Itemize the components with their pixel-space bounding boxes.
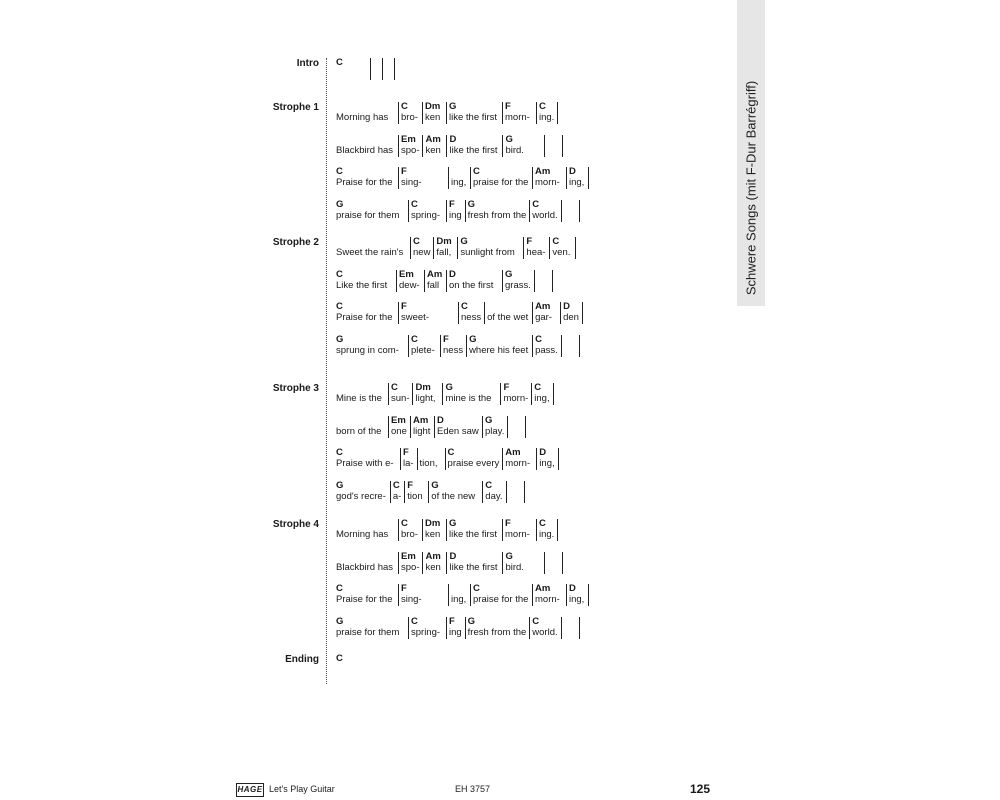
measure [465,617,531,639]
chord-symbol: C [413,236,420,247]
measure [502,270,535,292]
lyric-syllable: light, [415,393,436,404]
chord-symbol: C [461,301,468,312]
measure [336,135,398,157]
bar-line [562,552,563,574]
lyric-syllable: Praise for the [336,177,393,188]
chapter-tab-label: Schwere Songs (mit F-Dur Barrégriff) [743,80,759,296]
lyric-syllable: la- [403,458,414,469]
measure [404,481,429,503]
measure [446,135,503,157]
bar-line [553,383,554,405]
measure [465,200,531,222]
lyric-syllable: Praise for the [336,594,393,605]
chord-symbol: F [443,333,449,345]
measure [536,448,558,470]
lyric-syllable: like the first [449,561,498,573]
lyric-syllable: fall [427,279,440,291]
lyric-syllable: gar- [535,312,552,323]
chord-symbol: G [505,268,513,280]
chord-symbol: C [473,166,480,177]
chord-symbol: C [391,382,398,393]
lyric-syllable: tion, [419,458,438,469]
lyric-syllable: ven. [552,247,571,258]
chord-symbol: Am [505,447,521,458]
lyric-syllable: ing [449,209,462,221]
chord-symbol: G [467,615,476,627]
lyric-syllable: sing- [401,177,422,188]
chord-symbol: C [336,653,343,664]
measure [336,519,398,541]
measure [408,335,441,357]
measure [532,167,567,189]
chord-symbol: G [336,333,344,345]
measure [336,552,398,574]
lyric-syllable: Praise with e- [336,458,394,469]
bar-line [561,617,562,639]
measure [398,519,423,541]
measure [336,270,396,292]
lyric-syllable: morn- [503,393,529,404]
lyric-syllable: ness [461,312,482,323]
measure [442,383,501,405]
lyric-syllable: dew- [399,279,420,291]
lyric-syllable: born of the [336,425,382,437]
lyric-syllable: of the wet [487,312,529,323]
footer-book-title: Let's Play Guitar [269,784,335,794]
measure [336,448,400,470]
measure [446,200,466,222]
lyric-syllable: sun- [391,393,410,404]
measure [440,335,467,357]
chord-symbol: C [473,583,480,594]
measure [502,102,537,124]
chord-symbol: C [534,382,542,393]
lyric-syllable: Sweet the rain's [336,247,404,258]
lyric-syllable: praise for them [336,209,400,221]
bar-line [562,135,563,157]
lyric-syllable: ing [449,626,462,638]
lyric-syllable: spo- [401,144,420,156]
measure [336,302,398,324]
chord-symbol: Em [391,414,406,426]
chord-symbol: D [569,583,576,594]
bar-line [524,481,525,503]
lyric-syllable: ing. [539,112,555,123]
measure [388,383,413,405]
lyric-syllable: world. [532,626,558,638]
section-label: Strophe 2 [272,237,319,248]
section-label: Strophe 3 [272,383,319,394]
chord-symbol: F [401,166,407,177]
measure [336,617,408,639]
bar-line [588,584,589,606]
chord-symbol: F [407,479,414,491]
chord-symbol: Dm [415,382,431,393]
lyric-syllable: of the new [431,490,476,502]
chord-symbol: D [569,166,576,177]
chord-symbol: Dm [425,101,441,112]
lyric-syllable: Mine is the [336,393,382,404]
measure [566,584,589,606]
chord-symbol: C [539,518,546,529]
measure [482,481,506,503]
measure [532,335,562,357]
measure [445,448,504,470]
measure [532,302,561,324]
measure [424,270,447,292]
lyric-syllable: den [563,312,579,323]
measure [566,167,589,189]
chord-symbol: C [401,101,408,112]
measure [336,383,388,405]
lyric-syllable: Blackbird has [336,144,394,156]
bar-line [557,102,558,124]
chord-symbol: G [449,518,457,529]
measure [457,237,524,259]
lyric-syllable: ing, [569,177,585,188]
measure [422,102,447,124]
chord-symbol: Am [535,166,551,177]
lyric-syllable: morn- [505,529,530,540]
measure [536,102,558,124]
lyric-syllable: praise every [447,458,500,469]
measure [412,383,443,405]
measure [446,519,503,541]
chord-symbol: Am [425,133,441,145]
measure [398,135,423,157]
chord-symbol: G [505,550,513,562]
lyric-syllable: a- [392,490,402,502]
chord-symbol: Dm [425,518,441,529]
lyric-syllable: morn- [535,177,560,188]
section-label: Strophe 4 [272,519,319,530]
lyric-syllable: Eden saw [437,425,479,437]
lyric-syllable: tion [407,490,423,502]
measure [390,481,405,503]
section-divider-rule [326,58,327,684]
chord-symbol: C [336,57,343,68]
bar-line [582,302,583,324]
lyric-syllable: like the first [449,529,498,540]
chord-symbol: C [392,479,400,491]
lyric-syllable: ing, [451,177,467,188]
lyric-syllable: morn- [535,594,560,605]
lyric-syllable: new [413,247,431,258]
lyric-syllable: Praise for the [336,312,393,323]
measure [536,519,558,541]
lyric-syllable: pass. [535,344,558,356]
chord-symbol: C [411,615,418,627]
chord-symbol: C [336,301,343,312]
section-label: Strophe 1 [272,102,319,113]
measure [502,135,545,157]
bar-line [579,200,580,222]
bar-line [534,270,535,292]
lyric-syllable: sunlight from [460,247,515,258]
chord-symbol: C [535,333,542,345]
bar-line [558,448,559,470]
lyric-syllable: bird. [505,144,524,156]
chord-symbol: C [552,236,560,247]
bar-line [579,617,580,639]
lyric-syllable: ken [425,529,441,540]
page-number: 125 [690,782,711,796]
measure [529,617,562,639]
measure [336,167,398,189]
lyric-syllable: fall, [436,247,452,258]
lyric-syllable: praise for them [336,626,400,638]
lyric-syllable: ing. [539,529,555,540]
chord-symbol: C [532,615,540,627]
lyric-syllable: god's recre- [336,490,386,502]
lyric-syllable: spring- [411,626,441,638]
measure [502,552,545,574]
lyric-syllable: day. [485,490,503,502]
lyric-syllable: praise for the [473,177,529,188]
measure [410,237,434,259]
bar-line [544,135,545,157]
chord-symbol: D [563,301,570,312]
bar-line [588,167,589,189]
chord-symbol: D [449,550,457,562]
lyric-syllable: ken [425,112,441,123]
measure [502,519,537,541]
measure [336,200,408,222]
chord-symbol: G [505,133,513,145]
lyric-syllable: morn- [505,112,530,123]
measure [446,617,466,639]
measure [336,416,388,438]
lyric-syllable: Morning has [336,112,389,123]
measure [408,200,447,222]
chord-symbol: Am [535,301,551,312]
measure [336,237,410,259]
chord-symbol: C [532,198,540,210]
bar-line [544,552,545,574]
measure [417,448,446,470]
lyric-syllable: grass. [505,279,531,291]
measure [500,383,532,405]
chord-symbol: Em [401,550,416,562]
chord-symbol: C [411,333,418,345]
measure [422,135,447,157]
lyric-syllable: mine is the [445,393,492,404]
measure [531,383,553,405]
measure [434,416,483,438]
measure [398,552,423,574]
measure [484,302,533,324]
measure [458,302,485,324]
lyric-syllable: ken [425,561,441,573]
lyric-syllable: bro- [401,112,418,123]
chord-symbol: C [485,479,493,491]
bar-line [575,237,576,259]
chord-symbol: Em [399,268,414,280]
bar-line [394,58,395,80]
lyric-syllable: ing, [569,594,585,605]
chord-symbol: F [449,198,455,210]
lyric-syllable: praise for the [473,594,529,605]
measure [502,448,537,470]
lyric-syllable: Blackbird has [336,561,394,573]
chord-symbol: C [336,166,343,177]
lyric-syllable: world. [532,209,558,221]
measure [398,302,459,324]
bar-line [561,200,562,222]
bar-line [557,519,558,541]
lyric-syllable: ing, [451,594,467,605]
measure [523,237,550,259]
bar-line [525,416,526,438]
lyric-syllable: bird. [505,561,524,573]
chord-symbol: C [447,447,455,458]
chord-symbol: Am [427,268,443,280]
chord-symbol: C [336,583,343,594]
chord-symbol: G [469,333,477,345]
chord-symbol: F [401,301,407,312]
measure [336,481,390,503]
measure [388,416,411,438]
chord-symbol: C [411,198,418,210]
section-label: Ending [285,654,319,665]
lyric-syllable: spring- [411,209,441,221]
chord-symbol: Am [413,414,429,426]
measure [396,270,425,292]
chord-symbol: Em [401,133,416,145]
measure [560,302,583,324]
lyric-syllable: sweet- [401,312,429,323]
chord-symbol: G [431,479,439,491]
chord-symbol: C [401,518,408,529]
measure [470,167,533,189]
lyric-syllable: fresh from the [467,626,527,638]
chord-symbol: D [449,133,457,145]
chord-symbol: D [539,447,547,458]
measure [422,552,447,574]
lyric-syllable: fresh from the [467,209,527,221]
chord-symbol: C [539,101,546,112]
chord-symbol: D [449,268,456,280]
chord-symbol: F [505,518,511,529]
measure [446,102,503,124]
measure [470,584,533,606]
measure [448,584,471,606]
lyric-syllable: ness [443,344,464,356]
chord-symbol: F [449,615,455,627]
bar-line [579,335,580,357]
lyric-syllable: sing- [401,594,422,605]
measure [433,237,458,259]
chord-symbol: G [336,479,344,491]
measure [482,416,508,438]
lyric-syllable: ing, [534,393,550,404]
section-label: Intro [296,58,319,69]
chord-symbol: D [437,414,444,426]
lyric-syllable: ing, [539,458,555,469]
chord-symbol: Am [535,583,551,594]
measure [529,200,562,222]
measure [336,335,408,357]
chord-symbol: G [449,101,457,112]
lyric-syllable: sprung in com- [336,344,399,356]
measure [410,416,435,438]
lyric-syllable: on the first [449,279,494,291]
chord-symbol: G [445,382,453,393]
publisher-logo: HAGE [236,783,264,797]
lyric-syllable: like the first [449,144,498,156]
bar-line [561,335,562,357]
measure [422,519,447,541]
chord-symbol: C [336,268,343,280]
chord-symbol: Dm [436,236,452,247]
measure [400,448,418,470]
chord-symbol: G [485,414,493,426]
measure [336,584,398,606]
bar-line [507,416,508,438]
lyric-syllable: spo- [401,561,420,573]
lyric-syllable: like the first [449,112,498,123]
measure [549,237,576,259]
lyric-syllable: bro- [401,529,418,540]
chord-symbol: F [401,583,407,594]
chord-symbol: G [467,198,476,210]
lyric-syllable: morn- [505,458,531,469]
lyric-syllable: Like the first [336,279,388,291]
lyric-syllable: light [413,425,431,437]
lyric-syllable: plete- [411,344,435,356]
chord-symbol: F [505,101,511,112]
measure [398,167,449,189]
chord-symbol: C [336,447,343,458]
measure [398,102,423,124]
chord-symbol: F [503,382,510,393]
lyric-syllable: one [391,425,407,437]
measure [446,270,503,292]
footer-code: EH 3757 [455,784,491,794]
measure [336,58,370,80]
chord-symbol: Am [425,550,441,562]
chord-symbol: G [336,198,344,210]
bar-line [552,270,553,292]
lyric-syllable: ken [425,144,441,156]
chord-symbol: F [403,447,409,458]
chord-symbol: G [460,236,468,247]
lyric-syllable: play. [485,425,505,437]
measure [408,617,447,639]
measure [466,335,533,357]
measure [336,102,398,124]
measure [448,167,471,189]
lyric-syllable: hea- [526,247,546,258]
lyric-syllable: where his feet [469,344,529,356]
measure [532,584,567,606]
chord-symbol: F [526,236,533,247]
lyric-syllable: Morning has [336,529,389,540]
bar-line [506,481,507,503]
measure [398,584,449,606]
measure [446,552,503,574]
measure [428,481,483,503]
measure [336,654,347,676]
chord-symbol: G [336,615,344,627]
